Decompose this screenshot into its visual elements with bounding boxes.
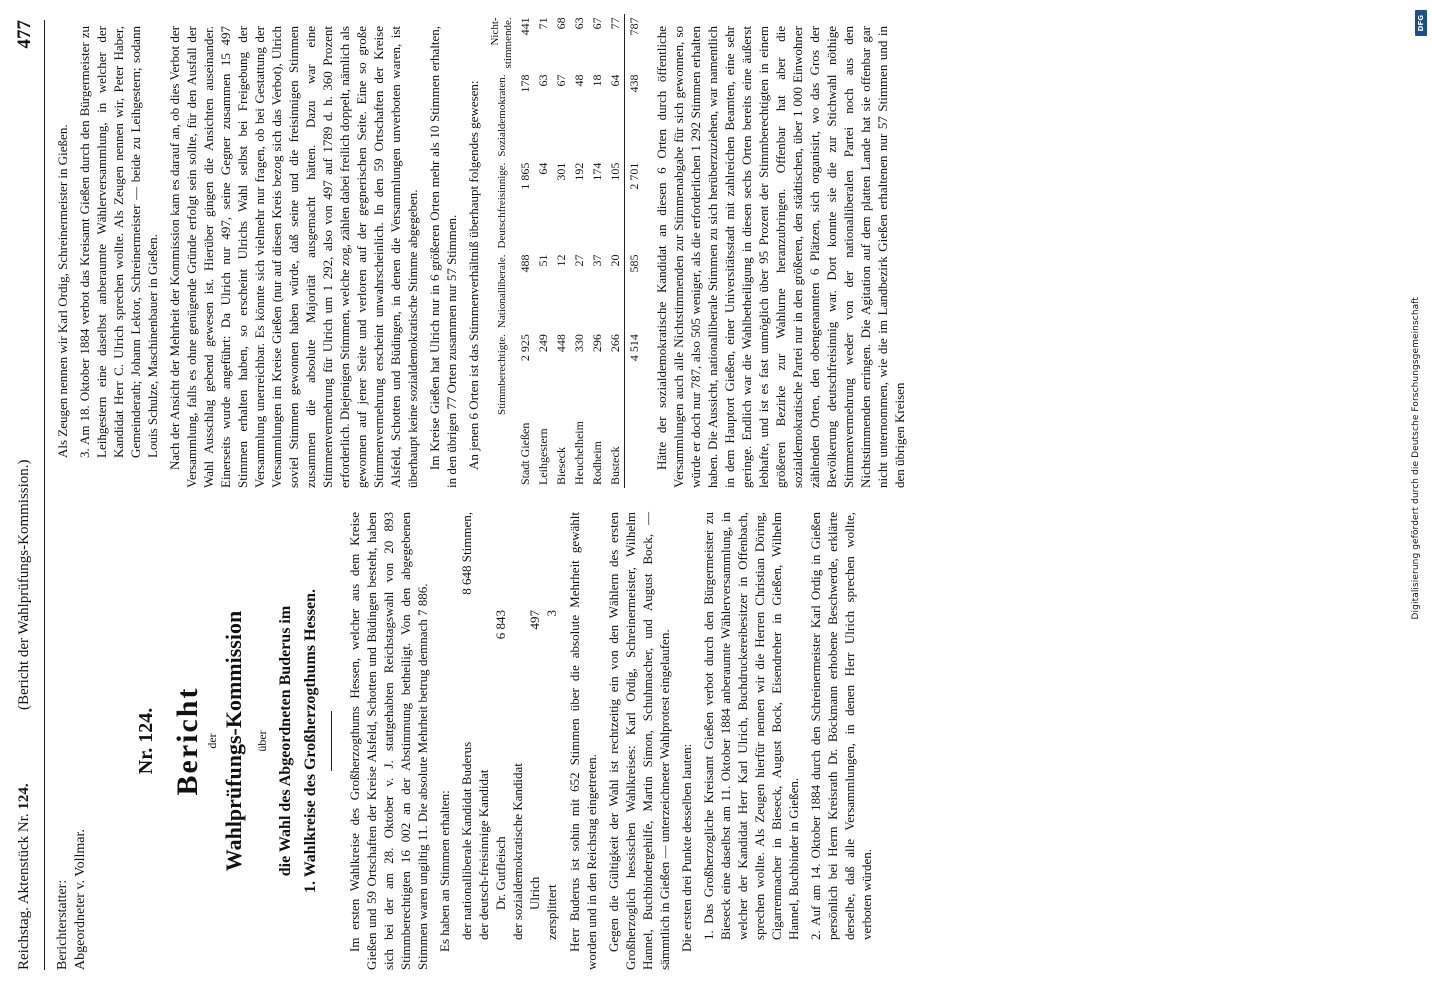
candidate-zersplittert [543, 610, 560, 970]
table-header-cell: Nationalliberale. [495, 254, 508, 329]
table-cell: Leihgestern [536, 428, 550, 485]
table-cell: 585 [625, 251, 644, 331]
digitization-note-text: Digitalisierung gefördert durch die Deutsche Forschungsgemeinschaft [1411, 296, 1421, 620]
table-cell: 330 [572, 334, 586, 353]
table-cell: 488 [518, 254, 532, 273]
cand2-label: der deutsch-freisinnige Kandidat [476, 769, 491, 940]
paragraph-points-intro: Die ersten drei Punkte desselben lauten: [679, 743, 694, 952]
digitization-note [1410, 18, 1422, 898]
running-head-number: 124. [16, 783, 32, 810]
subject-line-2: 1. Wahlkreise des Großherzogthums Hessen. [302, 588, 319, 894]
table-cell: 64 [536, 162, 550, 175]
table-cell: 301 [554, 162, 568, 181]
left-column [54, 512, 1394, 970]
table-cell: Bieseck [554, 447, 568, 485]
paragraph-protest: Gegen die Gültigkeit der Wahl ist rechtzeitig ein von den Wählern des ersten Großherzoglich hessischen Wahlkreises: Karl Ordig, Schreinermeister, Wilhelm Hannel, Buchbindergehilfe, Martin Simon, Schuhmacher, und August Bock, — sämmtlich in Gießen — unterzeichneter Wahlprotest eingelaufen. [606, 512, 672, 970]
table-cell: Stadt Gießen [518, 422, 532, 485]
table-cell [625, 418, 644, 488]
table-cell: 20 [608, 254, 622, 267]
running-head [10, 20, 45, 970]
right-column [54, 17, 1394, 488]
table-cell: 77 [608, 17, 622, 30]
table-cell: 178 [518, 74, 532, 93]
table-cell: 63 [572, 17, 586, 30]
table-cell: 192 [572, 162, 586, 181]
cand4-value: 3 [544, 610, 559, 617]
table-cell: 787 [625, 14, 644, 71]
cand3-value: 497 [527, 610, 542, 630]
table-cell: 441 [518, 17, 532, 36]
table-row [570, 14, 588, 488]
subject-line-1: die Wahl des Abgeordneten Buderus im [277, 605, 294, 877]
table-cell: 12 [554, 254, 568, 267]
doc-number: Nr. 124. [135, 707, 157, 775]
cand1-value: 8 648 Stimmen, [459, 512, 474, 595]
table-header-row [488, 14, 516, 488]
table-row [534, 14, 552, 488]
table-cell: 67 [590, 17, 604, 30]
candidate-ulrich [526, 610, 543, 970]
candidate-gutfleisch [492, 610, 509, 970]
cand3-label: der sozialdemokratische Kandidat [510, 763, 525, 940]
candidate-buderus [458, 512, 475, 970]
table-header-cell [488, 418, 516, 488]
table-cell: 2 701 [625, 160, 644, 252]
table-cell: 68 [554, 17, 568, 30]
cand2-name: Dr. Gutfleisch [493, 836, 508, 910]
dfg-logo-icon [1415, 10, 1427, 36]
commission-title: Wahlprüfungs-Kommission [221, 610, 246, 872]
table-header-cell: Stimmberechtigte. [495, 334, 508, 416]
paragraph-analysis: Hätte der sozialdemokratische Kandidat an diesen 6 Orten durch öffentliche Versammlungen auch alle Nichtstimmenden zur Stimmenabgabe für sich gewonnen, so würde er doch nur 787, also 505 weniger, als die erforderlichen 1 292 Stimmen erhalten haben. Die Aussicht, nationalliberale Stimmen zu sich herüberzuziehen, war namentlich in dem Hauptort Gießen, einer Universitätsstadt mit zahlreichen Beamten, eine sehr geringe. Endlich war die Wahlbetheiligung in diesen sechs Orten bereits eine äußerst lebhafte, und ist es fast unmöglich über 95 Prozent der Stimmberechtigten in einem größeren Bezirke zur Wahlurne heranzubringen. Offenbar hat aber die sozialdemokratische Partei nur in den größeren, den städtischen, über 1 000 Einwohner zählenden Orten, den obengenannten 6 Plätzen, sich organisirt, wo das Gros der Bevölkerung deutschfreisinnig war. Dort konnte sie die zur Stichwahl nöthige Stimmenvermehrung weder von der nationalliberalen Partei noch aus den Nichtstimmenden erringen. Die Agitation auf dem platten Lande hat sie offenbar gar nicht unternommen, wie die im Landbezirk Gießen erhaltenen nur 57 Stimmen und in den übrigen Kreisen [654, 26, 907, 488]
dfg-logo-text: DFG [1417, 14, 1425, 32]
cand2-value: 6 843 [493, 610, 508, 640]
cand3-name: Ulrich [527, 876, 542, 910]
table-cell: 51 [536, 254, 550, 267]
berichterstatter-label: Berichterstatter: [55, 879, 70, 970]
table-cell: Rodheim [590, 441, 604, 485]
table-cell: 63 [536, 74, 550, 87]
table-row [606, 14, 625, 488]
votes-table [488, 14, 643, 488]
table-cell: 18 [590, 74, 604, 87]
table-cell: 64 [608, 74, 622, 87]
table-cell: 249 [536, 334, 550, 353]
table-header-cell: Sozialdemokraten. [495, 74, 508, 157]
berichterstatter [54, 512, 90, 970]
paragraph-witness: Als Zeugen nennen wir Karl Ordig, Schreinermeister in Gießen. [55, 124, 70, 458]
doc-title: Bericht [171, 686, 204, 796]
table-cell: 1 865 [518, 162, 532, 190]
table-cell: 71 [536, 17, 550, 30]
protest-item-1: 1. Das Großherzogliche Kreisamt Gießen verbot durch den Bürgermeister zu Bieseck eine daselbst am 11. Oktober 1884 anberaumte Wählerversammlung, in welcher der Kandidat Herr Karl Ulrich, Buchdruckereibesitzer in Offenbach, sprechen wollte. Als Zeugen hierfür nennen wir die Herren Christian Döring, Cigarrenmacher in Bieseck, August Bock, Eisendreher in Gießen, Wilhelm Hannel, Buchbinder in Gießen. [701, 512, 801, 940]
paragraph-elected: Herr Buderus ist sohin mit 652 Stimmen über die absolute Mehrheit gewählt worden und in den Reichstag eingetreten. [567, 512, 599, 970]
cand1-label: der nationalliberale Kandidat Buderus [459, 741, 474, 940]
table-cell: Busteck [608, 446, 622, 485]
table-header-cell: Deutschfreisinnige. [495, 162, 508, 249]
received-intro: Es haben an Stimmen erhalten: [437, 790, 452, 952]
table-cell: 48 [572, 74, 586, 87]
table-cell: 2 925 [518, 334, 532, 362]
table-row [516, 14, 534, 488]
protest-item-2: 2. Auf am 14. Oktober 1884 durch den Schreinermeister Karl Ordig in Gießen persönlich bei Herrn Kreisrath Dr. Böckmann erhobene Beschwerde, erklärte derselbe, daß alle Versammlungen, in denen Herr Ulrich sprechen wollte, verboten würden. [808, 512, 874, 940]
berichterstatter-name: Abgeordneter v. Vollmar. [73, 829, 88, 970]
table-row [588, 14, 606, 488]
table-cell: 4 514 [625, 331, 644, 418]
paragraph-commission-view: Nach der Ansicht der Mehrheit der Kommission kam es darauf an, ob dies Verbot der Versammlung, falls es ohne genügende Gründe erfolgt sein sollte, für den Ausfall der Wahl Ausschlag gebend gewesen ist. Hierüber gingen die Ansichten auseinander. Einerseits wurde angeführt: Da Ulrich nur 497, seine Gegner zusammen 15 497 Stimmen erhalten haben, so erscheint Ulrichs Wahl selbst bei Freigebung der Versammlung unerreichbar. Es könnte sich vielmehr nur fragen, ob bei Gestattung der Versammlungen im Kreise Gießen (nur auf diesen Kreis bezog sich das Verbot), Ulrich soviel Stimmen gewonnen haben würde, daß seine und die freisinnigen Stimmen zusammen die absolute Majorität ausgemacht hätten. Dazu war eine Stimmenvermehrung für Ulrich um 1 292, also von 497 auf 1789 d. h. 360 Prozent erforderlich. Diejenigen Stimmen, welche zog, zählen dabei freilich doppelt, nämlich als gewonnen auf jener Seite und verloren auf der gegnerischen Seite. Eine so große Stimmenvermehrung erscheint unwahrscheinlich. In den 59 Ortschaften der Kreise Alsfeld, Schotten und Büdingen, in denen die Versammlungen unverboten waren, ist überhaupt keine sozialdemokratische Stimme abgegeben. [167, 26, 420, 488]
table-header-cell: Nicht-stimmende. [489, 17, 514, 69]
table-cell: 266 [608, 334, 622, 353]
table-cell: Heuchelheim [572, 421, 586, 485]
paragraph-six-places: An jenen 6 Orten ist das Stimmenverhältniß überhaupt folgendes gewesen: [466, 80, 481, 470]
running-head-title: (Bericht der Wahlprüfungs-Kommission.) [16, 459, 32, 710]
rotated-page-content [10, 17, 1400, 970]
table-cell: 67 [554, 74, 568, 87]
paragraph-giessen: Im Kreise Gießen hat Ulrich nur in 6 größeren Orten mehr als 10 Stimmen erhalten, in den übrigen 77 Orten zusammen nur 57 Stimmen. [427, 26, 459, 488]
table-total-row [625, 14, 644, 488]
table-row [552, 14, 570, 488]
table-cell: 27 [572, 254, 586, 267]
table-cell: 296 [590, 334, 604, 353]
der-label: der [205, 733, 219, 749]
page-number: 477 [14, 20, 35, 49]
table-cell: 105 [608, 162, 622, 181]
paragraph-intro: Im ersten Wahlkreise des Großherzogthums Hessen, welcher aus dem Kreise Gießen und 59 Ortschaften der Kreise Alsfeld, Schotten und Büdingen besteht, haben sich bei der am 28. Oktober v. J. stattgehabten Reichstagswahl von 20 893 Stimmberechtigten 16 002 an der Abstimmung betheiligt. Von den abgegebenen Stimmen waren ungiltig 11. Die absolute Mehrheit betrug demnach 7 886. [347, 512, 430, 970]
ueber-label: über [255, 730, 269, 752]
divider-rule [331, 711, 332, 771]
running-head-left: Reichstag. Aktenstück Nr. 124. [16, 783, 32, 970]
table-cell: 448 [554, 334, 568, 353]
table-cell: 174 [590, 162, 604, 181]
cand4-name: zersplittert [544, 884, 559, 940]
table-cell: 37 [590, 254, 604, 267]
table-cell: 438 [625, 71, 644, 159]
protest-item-3: 3. Am 18. Oktober 1884 verbot das Kreisamt Gießen durch den Bürgermeister zu Leihgestern eine daselbst anberaumte Wählerversammlung, in welcher der Kandidat Herr C. Ulrich sprechen wollte. Als Zeugen nennen wir, Peter Haber, Gemeinderath; Johann Lektor, Schreinermeister — beide zu Leihgestern; sodann Louis Schulze, Maschinenbauer in Gießen. [77, 26, 160, 458]
